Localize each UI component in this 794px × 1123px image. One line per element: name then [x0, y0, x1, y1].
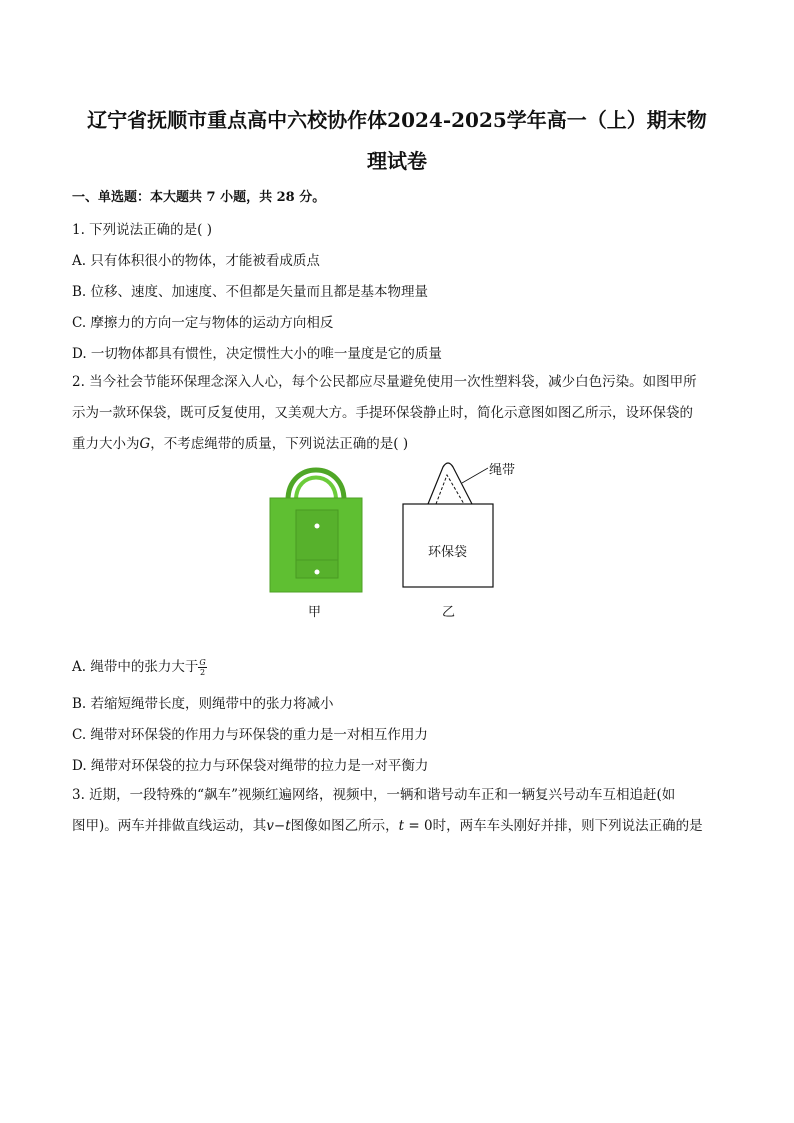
- q3-stem-line1: 3. 近期，一段特殊的“飙车”视频红遍网络，视频中，一辆和谐号动车正和一辆复兴号动车互相追赶(如: [72, 787, 676, 803]
- q2-option-d: D. 绳带对环保袋的拉力与环保袋对绳带的拉力是一对平衡力: [72, 758, 429, 774]
- q2-stem-line1: 2. 当今社会节能环保理念深入人心，每个公民都应尽量避免使用一次性塑料袋，减少白色污染。如图甲所: [72, 374, 697, 390]
- g-over-2-fraction: [198, 658, 206, 677]
- q2-var-g: G: [139, 436, 151, 452]
- q1-option-b: B. 位移、速度、加速度、不但都是矢量而且都是基本物理量: [72, 284, 429, 300]
- q2-stem-line3: [72, 429, 722, 460]
- bag-snap-top: [315, 524, 320, 529]
- q2-stem: [72, 367, 722, 460]
- bag-photo-figure: [266, 460, 366, 595]
- q3-stem-line2: [72, 811, 722, 842]
- exam-title-line1: 辽宁省抚顺市重点高中六校协作体2024-2025学年高一（上）期末物: [87, 108, 707, 132]
- q2-option-a: [72, 655, 207, 677]
- figure-caption-yi: 乙: [442, 605, 456, 620]
- q1-option-d: D. 一切物体都具有惯性，决定惯性大小的唯一量度是它的质量: [72, 346, 442, 362]
- bag-pocket: [296, 510, 338, 578]
- bag-schematic-label: 环保袋: [428, 545, 468, 560]
- bag-snap-bottom: [315, 570, 320, 575]
- rope-pointer-line: [462, 468, 488, 483]
- q3-var-vt: v−t: [266, 818, 291, 834]
- q3-stem-line2-b: 图像如图乙所示，: [290, 818, 399, 834]
- q3-stem-line2-a: 图甲)。两车并排做直线运动，其: [72, 818, 267, 834]
- q1-option-a: A. 只有体积很小的物体，才能被看成质点: [72, 253, 320, 269]
- fraction-denominator: 2: [199, 668, 206, 677]
- figure-caption-jia: 甲: [308, 605, 322, 620]
- q2-option-b: B. 若缩短绳带长度，则绳带中的张力将减小: [72, 696, 334, 712]
- q2-stem-line3-b: ，不考虑绳带的质量，下列说法正确的是( ): [150, 436, 409, 452]
- q2-stem-line3-a: 重力大小为: [72, 436, 140, 452]
- q3-stem: [72, 780, 722, 842]
- q1-option-c: C. 摩擦力的方向一定与物体的运动方向相反: [72, 315, 334, 331]
- fraction-numerator: G: [199, 658, 206, 667]
- section-heading: 一、单选题：本大题共 7 小题，共 28 分。: [72, 190, 326, 205]
- q3-var-t: t: [398, 818, 405, 834]
- rope-strap-solid: [428, 463, 472, 504]
- q2-option-c: C. 绳带对环保袋的作用力与环保袋的重力是一对相互作用力: [72, 727, 428, 743]
- exam-title-line2: 理试卷: [367, 149, 427, 173]
- q1-stem: 1. 下列说法正确的是( ): [72, 222, 212, 238]
- q3-stem-line2-c: = 0时，两车车头刚好并排，则下列说法正确的是: [404, 818, 703, 834]
- bag-handle-front: [296, 478, 336, 501]
- q2-stem-line2: 示为一款环保袋，既可反复使用，又美观大方。手提环保袋静止时，简化示意图如图乙所示，设环保袋的: [72, 405, 693, 421]
- q2-option-a-text: A. 绳带中的张力大于: [72, 659, 199, 675]
- rope-label: 绳带: [489, 463, 516, 478]
